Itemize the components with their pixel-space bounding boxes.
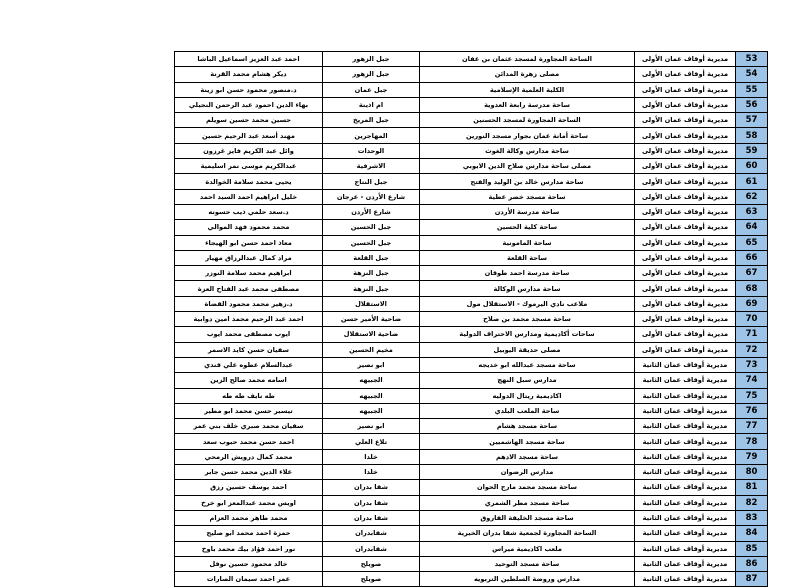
location-cell: ساحة مدرسة الأردن	[420, 204, 635, 219]
name-cell: يحيى محمد سلامة الخوالدة	[175, 174, 323, 189]
name-cell: مهند أسعد عبد الرحيم حسين	[175, 128, 323, 143]
table-row	[175, 143, 768, 158]
table-row	[175, 495, 768, 510]
directorate-cell: مديرية أوقاف عمان الثانية	[635, 495, 736, 510]
row-number: 63	[736, 204, 768, 219]
area-cell: شارع الأردن	[323, 204, 420, 219]
location-cell: ساحة المامونية	[420, 235, 635, 250]
name-cell: حسين محمد حسين سويلم	[175, 113, 323, 128]
directorate-cell: مديرية أوقاف عمان الأولى	[635, 97, 736, 112]
location-cell: ساحة الملعب البلدي	[420, 403, 635, 418]
location-cell: ساحة أمانة عمان بجوار مسجد النورين	[420, 128, 635, 143]
table-row	[175, 572, 768, 587]
name-cell: حمزة احمد محمد ابو صليح	[175, 526, 323, 541]
area-cell: ام اذينة	[323, 97, 420, 112]
location-cell: ساحة مدارس الوكالة	[420, 281, 635, 296]
area-cell: الجبيهه	[323, 373, 420, 388]
directorate-cell: مديرية أوقاف عمان الأولى	[635, 174, 736, 189]
name-cell: عمر احمد سيمان الصارات	[175, 572, 323, 587]
row-number: 84	[736, 526, 768, 541]
area-cell: الوحدات	[323, 143, 420, 158]
row-number: 75	[736, 388, 768, 403]
name-cell: وائل عبد الكريم فايز غرزون	[175, 143, 323, 158]
directorate-cell: مديرية أوقاف عمان الأولى	[635, 220, 736, 235]
directorate-cell: مديرية أوقاف عمان الأولى	[635, 82, 736, 97]
area-cell: مخيم الحسين	[323, 342, 420, 357]
area-cell: ضاحية الاستقلال	[323, 327, 420, 342]
directorate-cell: مديرية أوقاف عمان الثانية	[635, 403, 736, 418]
directorate-cell: مديرية أوقاف عمان الأولى	[635, 235, 736, 250]
row-number: 57	[736, 113, 768, 128]
area-cell: جبل النزهة	[323, 266, 420, 281]
table-body	[175, 52, 768, 587]
name-cell: ابراهيم محمد سلامة النوزر	[175, 266, 323, 281]
name-cell: عبدالكريم موسى نمر اسليمية	[175, 159, 323, 174]
table-row	[175, 541, 768, 556]
table-row	[175, 52, 768, 67]
table-row	[175, 327, 768, 342]
location-cell: مدارس الرضوان	[420, 465, 635, 480]
name-cell: اويس محمد عبدالمعز ابو خرخ	[175, 495, 323, 510]
row-number: 76	[736, 403, 768, 418]
table-row	[175, 235, 768, 250]
row-number: 78	[736, 434, 768, 449]
row-number: 54	[736, 67, 768, 82]
name-cell: ديكر هشام محمد القرنة	[175, 67, 323, 82]
directorate-cell: مديرية أوقاف عمان الأولى	[635, 342, 736, 357]
area-cell: جبل الحسين	[323, 220, 420, 235]
location-cell: ساحة مدرسة رابعة العدوية	[420, 97, 635, 112]
location-cell: ساحة القلعة	[420, 250, 635, 265]
row-number: 85	[736, 541, 768, 556]
directorate-cell: مديرية أوقاف عمان الأولى	[635, 67, 736, 82]
row-number: 62	[736, 189, 768, 204]
row-number: 71	[736, 327, 768, 342]
table-row	[175, 204, 768, 219]
directorate-cell: مديرية أوقاف عمان الثانية	[635, 434, 736, 449]
table-row	[175, 449, 768, 464]
area-cell: جبل النزهة	[323, 281, 420, 296]
directorate-cell: مديرية أوقاف عمان الأولى	[635, 204, 736, 219]
name-cell: معاذ احمد حسن ابو الهيجاء	[175, 235, 323, 250]
area-cell: جبل النتاج	[323, 174, 420, 189]
location-cell: مدارس سبل النهج	[420, 373, 635, 388]
area-cell: شارع الأردن - عرجان	[323, 189, 420, 204]
area-cell: ابو نصير	[323, 357, 420, 372]
name-cell: احمد حسن محمد حبوب سعد	[175, 434, 323, 449]
location-cell: الكلية العلمية الإسلامية	[420, 82, 635, 97]
location-cell: ساحة مسجد هشام	[420, 419, 635, 434]
directorate-cell: مديرية أوقاف عمان الأولى	[635, 128, 736, 143]
location-cell: ساحة مسجد الهاشميين	[420, 434, 635, 449]
directorate-cell: مديرية أوقاف عمان الأولى	[635, 327, 736, 342]
location-cell: ساحة مسجد مطر الشمري	[420, 495, 635, 510]
area-cell: جبل الزهور	[323, 52, 420, 67]
row-number: 70	[736, 312, 768, 327]
table-row	[175, 220, 768, 235]
table-row	[175, 556, 768, 571]
location-cell: ساحة مدارس خالد بن الوليد والفتح	[420, 174, 635, 189]
name-cell: مصطفى محمد عبد الفتاح العزة	[175, 281, 323, 296]
location-cell: ساحة مسجد عبدالله ابو خديجه	[420, 357, 635, 372]
area-cell: صويلح	[323, 572, 420, 587]
row-number: 61	[736, 174, 768, 189]
row-number: 64	[736, 220, 768, 235]
area-cell: جبل الزهور	[323, 67, 420, 82]
area-cell: الجبيهه	[323, 403, 420, 418]
name-cell: محمد محمود فهد الموالي	[175, 220, 323, 235]
area-cell: خلدا	[323, 449, 420, 464]
row-number: 81	[736, 480, 768, 495]
location-cell: ساحات أكاديمية ومدارس الاحتراف الدولية	[420, 327, 635, 342]
name-cell: علاء الدين محمد حسن جابر	[175, 465, 323, 480]
name-cell: اسامه محمد صالح الزين	[175, 373, 323, 388]
directorate-cell: مديرية أوقاف عمان الثانية	[635, 465, 736, 480]
name-cell: د.سعد حلمي ذيب حسونه	[175, 204, 323, 219]
row-number: 82	[736, 495, 768, 510]
area-cell: صويلح	[323, 556, 420, 571]
area-cell: شفا بدران	[323, 495, 420, 510]
name-cell: خالد محمود حسين نوفل	[175, 556, 323, 571]
row-number: 69	[736, 296, 768, 311]
location-cell: مصلى حديقة اليوبيل	[420, 342, 635, 357]
prayer-locations-table	[174, 51, 768, 587]
directorate-cell: مديرية أوقاف عمان الأولى	[635, 266, 736, 281]
table-row	[175, 174, 768, 189]
table-row	[175, 113, 768, 128]
table-row	[175, 465, 768, 480]
location-cell: ساحة مسجد الخليفة الفاروق	[420, 510, 635, 525]
table-row	[175, 159, 768, 174]
table-row	[175, 373, 768, 388]
directorate-cell: مديرية أوقاف عمان الأولى	[635, 281, 736, 296]
location-cell: ملاعب نادي اليرموك - الاستقلال مول	[420, 296, 635, 311]
directorate-cell: مديرية أوقاف عمان الأولى	[635, 143, 736, 158]
location-cell: ساحة كلية الحسين	[420, 220, 635, 235]
name-cell: مراد كمال عبدالرزاق مهيار	[175, 250, 323, 265]
name-cell: عبدالسلام عطوه علي قندي	[175, 357, 323, 372]
location-cell: ساحة مسجد الادهم	[420, 449, 635, 464]
directorate-cell: مديرية أوقاف عمان الثانية	[635, 541, 736, 556]
location-cell: ساحة مسجد التوحيد	[420, 556, 635, 571]
table-row	[175, 128, 768, 143]
name-cell: طه نايف طه طه	[175, 388, 323, 403]
location-cell: مدارس وروضة السلطين التربويه	[420, 572, 635, 587]
name-cell: تيسير حسن محمد ابو مطير	[175, 403, 323, 418]
row-number: 68	[736, 281, 768, 296]
name-cell: د.زهير محمد محمود القضاة	[175, 296, 323, 311]
directorate-cell: مديرية أوقاف عمان الأولى	[635, 189, 736, 204]
row-number: 80	[736, 465, 768, 480]
location-cell: ساحة مسجد خضر عطية	[420, 189, 635, 204]
row-number: 56	[736, 97, 768, 112]
location-cell: الساحة المجاورة لمسجد عثمان بن عفان	[420, 52, 635, 67]
area-cell: ضاحية الأمير حسن	[323, 312, 420, 327]
name-cell: محمد كمال درويش الرمحي	[175, 449, 323, 464]
area-cell: جبل الحسين	[323, 235, 420, 250]
location-cell: الساحة المجاورة لمسجد الحسنين	[420, 113, 635, 128]
table-row	[175, 67, 768, 82]
area-cell: الاشرفية	[323, 159, 420, 174]
location-cell: ساحة مسجد محمد مارج الحوان	[420, 480, 635, 495]
directorate-cell: مديرية أوقاف عمان الثانية	[635, 419, 736, 434]
table-row	[175, 97, 768, 112]
area-cell: شفابدران	[323, 541, 420, 556]
row-number: 65	[736, 235, 768, 250]
area-cell: خلدا	[323, 465, 420, 480]
row-number: 60	[736, 159, 768, 174]
directorate-cell: مديرية أوقاف عمان الثانية	[635, 572, 736, 587]
area-cell: المهاجرين	[323, 128, 420, 143]
table-row	[175, 526, 768, 541]
row-number: 59	[736, 143, 768, 158]
directorate-cell: مديرية أوقاف عمان الثانية	[635, 526, 736, 541]
table-row	[175, 403, 768, 418]
table-row	[175, 296, 768, 311]
name-cell: احمد يوسف حسين رزق	[175, 480, 323, 495]
row-number: 66	[736, 250, 768, 265]
area-cell: شفابدران	[323, 526, 420, 541]
table-row	[175, 266, 768, 281]
location-cell: مصلى زهرة المدائن	[420, 67, 635, 82]
name-cell: خليل ابراهيم احمد السيد احمد	[175, 189, 323, 204]
area-cell: جبل المريخ	[323, 113, 420, 128]
name-cell: احمد عبد العزيز اسماعيل الباشا	[175, 52, 323, 67]
table-row	[175, 82, 768, 97]
row-number: 53	[736, 52, 768, 67]
name-cell: سفيان حسن كايد الاسمر	[175, 342, 323, 357]
location-cell: ملعب اكاديمية ميراس	[420, 541, 635, 556]
directorate-cell: مديرية أوقاف عمان الأولى	[635, 312, 736, 327]
directorate-cell: مديرية أوقاف عمان الثانية	[635, 510, 736, 525]
row-number: 73	[736, 357, 768, 372]
table-row	[175, 388, 768, 403]
location-cell: ساحة مدرسة احمد طوقان	[420, 266, 635, 281]
area-cell: شفا بدران	[323, 480, 420, 495]
name-cell: ايوب مصطفى محمد ايوب	[175, 327, 323, 342]
directorate-cell: مديرية أوقاف عمان الثانية	[635, 373, 736, 388]
directorate-cell: مديرية أوقاف عمان الثانية	[635, 556, 736, 571]
directorate-cell: مديرية أوقاف عمان الثانية	[635, 480, 736, 495]
area-cell: الاستقلال	[323, 296, 420, 311]
directorate-cell: مديرية أوقاف عمان الثانية	[635, 388, 736, 403]
directorate-cell: مديرية أوقاف عمان الأولى	[635, 113, 736, 128]
directorate-cell: مديرية أوقاف عمان الأولى	[635, 159, 736, 174]
name-cell: احمد عبد الرحيم محمد امين دوابية	[175, 312, 323, 327]
row-number: 77	[736, 419, 768, 434]
directorate-cell: مديرية أوقاف عمان الأولى	[635, 52, 736, 67]
table-row	[175, 250, 768, 265]
table-row	[175, 281, 768, 296]
location-cell: ساحة مدارس وكالة الغوث	[420, 143, 635, 158]
row-number: 67	[736, 266, 768, 281]
location-cell: اكاديمية ريتال الدوليه	[420, 388, 635, 403]
table-row	[175, 510, 768, 525]
row-number: 55	[736, 82, 768, 97]
row-number: 58	[736, 128, 768, 143]
table-row	[175, 189, 768, 204]
directorate-cell: مديرية أوقاف عمان الثانية	[635, 449, 736, 464]
table-row	[175, 357, 768, 372]
name-cell: سفيان محمد صبري خلف بني عمر	[175, 419, 323, 434]
row-number: 74	[736, 373, 768, 388]
directorate-cell: مديرية أوقاف عمان الثانية	[635, 357, 736, 372]
area-cell: تلاع العلي	[323, 434, 420, 449]
directorate-cell: مديرية أوقاف عمان الأولى	[635, 296, 736, 311]
table-row	[175, 419, 768, 434]
table-row	[175, 312, 768, 327]
area-cell: الجبيهه	[323, 388, 420, 403]
name-cell: نور احمد فؤاد بيك محمد باوخ	[175, 541, 323, 556]
location-cell: الساحة المجاورة لجمعية شفا بدران الخيرية	[420, 526, 635, 541]
table-row	[175, 480, 768, 495]
area-cell: شفا بدران	[323, 510, 420, 525]
row-number: 87	[736, 572, 768, 587]
location-cell: ساحة مسجد محمد بن صلاح	[420, 312, 635, 327]
row-number: 79	[736, 449, 768, 464]
row-number: 72	[736, 342, 768, 357]
name-cell: محمد طاهر محمد العزام	[175, 510, 323, 525]
area-cell: جبل القلعة	[323, 250, 420, 265]
name-cell: د.منصور محمود حسن ابو زينة	[175, 82, 323, 97]
row-number: 86	[736, 556, 768, 571]
table-row	[175, 342, 768, 357]
area-cell: جبل عمان	[323, 82, 420, 97]
location-cell: مصلى ساحة مدارس صلاح الدين الايوبي	[420, 159, 635, 174]
name-cell: بهاء الدين احمود عبد الرحمن النجيلي	[175, 97, 323, 112]
row-number: 83	[736, 510, 768, 525]
directorate-cell: مديرية أوقاف عمان الأولى	[635, 250, 736, 265]
table-row	[175, 434, 768, 449]
area-cell: ابو نصير	[323, 419, 420, 434]
